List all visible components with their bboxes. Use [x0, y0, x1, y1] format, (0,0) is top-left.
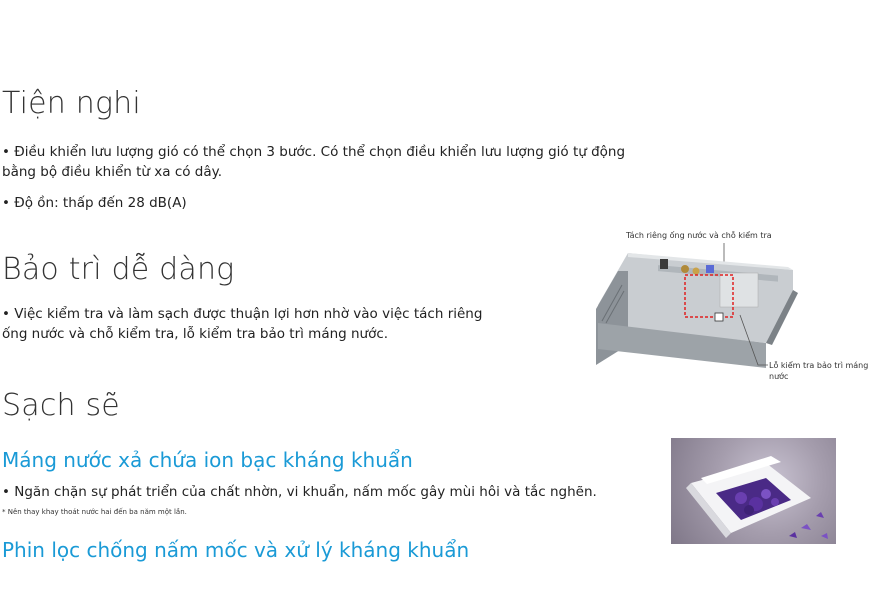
ducted-unit-figure	[588, 225, 878, 385]
section-title-maintenance: Bảo trì dễ dàng	[2, 252, 235, 287]
callout-bottom-label: Lỗ kiểm tra bảo trì máng nước	[769, 361, 869, 381]
callout-top-label: Tách riêng ống nước và chỗ kiểm tra	[626, 231, 772, 240]
comfort-bullet-airflow: • Điều khiển lưu lượng gió có thể chọn 3 bước. Có thể chọn điều khiển lưu lượng gió tự động bằng bộ điều khiển từ xa có dây.	[2, 144, 626, 180]
drain-pan-bullet: • Ngăn chặn sự phát triển của chất nhờn, vi khuẩn, nấm mốc gây mùi hôi và tắc nghẽn.	[2, 484, 597, 500]
subsection-title-filter: Phin lọc chống nấm mốc và xử lý kháng khuẩn	[2, 538, 470, 562]
subsection-title-drain-pan: Máng nước xả chứa ion bạc kháng khuẩn	[2, 448, 413, 472]
drain-pan-note: * Nên thay khay thoát nước hai đến ba năm một lần.	[2, 508, 187, 516]
section-title-clean: Sạch sẽ	[2, 388, 120, 423]
maintenance-bullet: • Việc kiểm tra và làm sạch được thuận lợi hơn nhờ vào việc tách riêng ống nước và chỗ kiểm tra, lỗ kiểm tra bảo trì máng nước.	[2, 306, 483, 342]
section-title-comfort: Tiện nghi	[2, 86, 141, 121]
drain-pan-photo	[671, 438, 836, 544]
comfort-bullet-noise: • Độ ồn: thấp đến 28 dB(A)	[2, 195, 187, 211]
